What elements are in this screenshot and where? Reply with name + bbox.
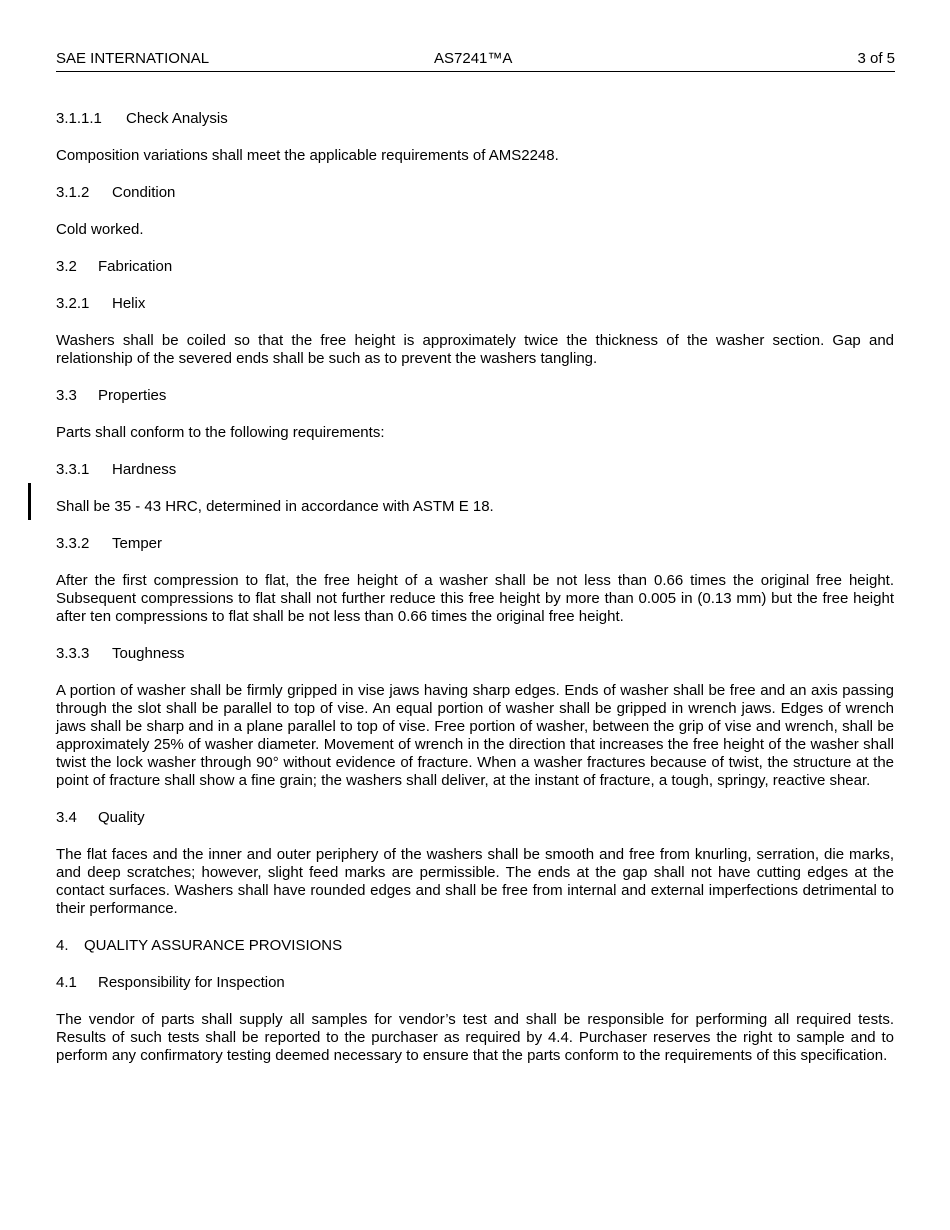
paragraph: The flat faces and the inner and outer periphery of the washers shall be smooth and free from knurling, serration, die marks, and deep scratches; however, slight feed marks are permissible. The ends at the gap shall not have cutting edges at the contact surfaces. Washers shall have rounded edges and shall be free from internal and external imperfections detrimental to their performance.	[56, 846, 894, 917]
section-title: Responsibility for Inspection	[98, 974, 285, 991]
section-title: Helix	[112, 295, 146, 312]
section-title: Quality	[98, 809, 145, 826]
revision-change-bar	[28, 483, 31, 520]
section-number: 3.1.1.1	[56, 110, 102, 127]
section-title: Temper	[112, 535, 163, 552]
section-heading	[56, 387, 894, 405]
paragraph: Cold worked.	[56, 221, 144, 238]
section-title: Check Analysis	[126, 110, 228, 127]
section-heading	[56, 809, 894, 827]
section-heading	[56, 258, 894, 276]
section-heading	[56, 645, 894, 663]
section-heading	[56, 461, 894, 479]
header-organization: SAE INTERNATIONAL	[56, 50, 210, 67]
page-header	[56, 49, 895, 72]
paragraph: The vendor of parts shall supply all samples for vendor’s test and shall be responsible for performing all required tests. Results of such tests shall be reported to the purchaser as required by 4.4. Purchaser reserves the right to sample and to perform any confirmatory testing deemed necessary to ensure that the parts conform to the requirements of this specification.	[56, 1011, 894, 1064]
section-number: 3.4	[56, 809, 77, 826]
section-heading	[56, 110, 894, 128]
section-number: 3.3	[56, 387, 77, 404]
section-title: QUALITY ASSURANCE PROVISIONS	[84, 937, 343, 954]
section-heading	[56, 535, 894, 553]
section-title: Hardness	[112, 461, 177, 478]
paragraph: Composition variations shall meet the applicable requirements of AMS2248.	[56, 147, 559, 164]
section-heading	[56, 295, 894, 313]
section-heading	[56, 974, 894, 992]
section-number: 4.1	[56, 974, 77, 991]
section-title: Properties	[98, 387, 167, 404]
section-number: 3.1.2	[56, 184, 90, 201]
header-document-number: AS7241™A	[434, 50, 513, 67]
section-title: Fabrication	[98, 258, 173, 275]
paragraph: Washers shall be coiled so that the free height is approximately twice the thickness of the washer section. Gap and relationship of the severed ends shall be such as to prevent the washers tangling.	[56, 332, 894, 367]
section-number: 3.3.3	[56, 645, 90, 662]
section-number: 3.2.1	[56, 295, 90, 312]
paragraph: After the first compression to flat, the free height of a washer shall be not less than 0.66 times the original free height. Subsequent compressions to flat shall not further reduce this free height by more than 0.005 in (0.13 mm) but the free height after ten compressions to flat shall be not less than 0.66 times the original free height.	[56, 572, 894, 625]
section-heading	[56, 937, 894, 955]
section-heading	[56, 184, 894, 202]
section-number: 3.3.2	[56, 535, 90, 552]
paragraph: Shall be 35 - 43 HRC, determined in accordance with ASTM E 18.	[56, 498, 494, 515]
document-body	[56, 110, 894, 1084]
section-number: 3.2	[56, 258, 77, 275]
section-number: 4.	[56, 937, 69, 954]
paragraph: Parts shall conform to the following requirements:	[56, 424, 385, 441]
section-title: Toughness	[112, 645, 185, 662]
section-title: Condition	[112, 184, 176, 201]
header-page-number: 3 of 5	[857, 50, 895, 67]
paragraph: A portion of washer shall be firmly gripped in vise jaws having sharp edges. Ends of washer shall be free and an axis passing through the slot shall be parallel to top of vise. An equal portion of washer shall be gripped in wrench jaws. Edges of wrench jaws shall be sharp and in a plane parallel to top of vise. Free portion of washer, between the grip of vise and wrench, shall be approximately 25% of washer diameter. Movement of wrench in the direction that increases the free height of the washer shall twist the lock washer through 90° without evidence of fracture. When a washer fractures because of twist, the structure at the point of fracture shall show a fine grain; the washers shall deliver, at the instant of fracture, a tough, springy, reactive shear.	[56, 682, 894, 789]
section-number: 3.3.1	[56, 461, 90, 478]
